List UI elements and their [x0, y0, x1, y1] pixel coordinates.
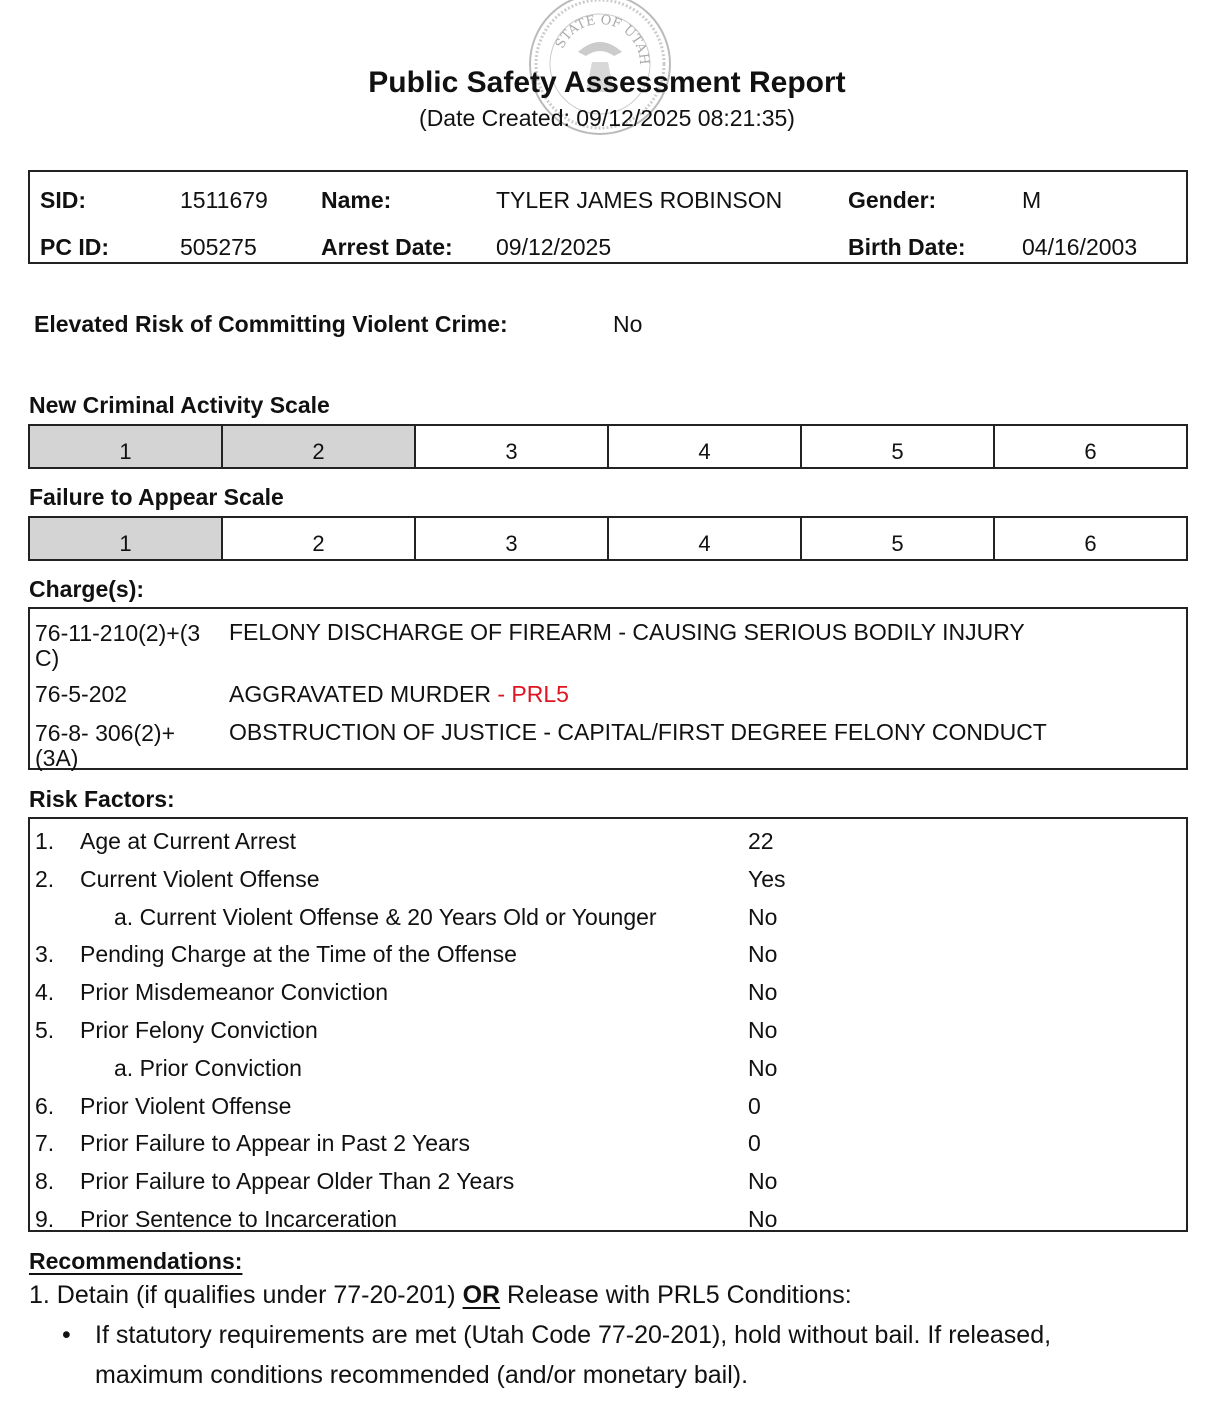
risk-factor-number: 1.: [35, 828, 55, 854]
gender-value: M: [1022, 187, 1042, 213]
nca-scale-title: New Criminal Activity Scale: [29, 392, 330, 418]
recommendation-text: Release with PRL5 Conditions:: [500, 1281, 852, 1309]
risk-factor-value: No: [748, 1054, 778, 1081]
risk-factor-value: No: [748, 1206, 778, 1232]
risk-factors-box: [28, 817, 1188, 1232]
charge-description: OBSTRUCTION OF JUSTICE - CAPITAL/FIRST DEGREE FELONY CONDUCT: [229, 719, 1047, 745]
charge-description: [229, 683, 569, 706]
risk-factor-value: 0: [748, 1130, 761, 1157]
name-label: Name:: [321, 187, 392, 213]
page-title: Public Safety Assessment Report: [368, 66, 846, 99]
risk-factor-label: Prior Failure to Appear in Past 2 Years: [80, 1130, 470, 1157]
risk-factor-number: 7.: [35, 1130, 55, 1157]
nca-scale: [28, 424, 1188, 469]
scale-cell: 2: [221, 426, 414, 467]
charges-box: [28, 607, 1188, 770]
scale-cell: 6: [993, 518, 1186, 559]
risk-factor-label: Prior Violent Offense: [80, 1092, 292, 1119]
risk-factor-number: 5.: [35, 1017, 55, 1043]
risk-factor-number: 9.: [35, 1206, 55, 1232]
risk-factors-title: Risk Factors:: [29, 786, 175, 812]
scale-cell: 1: [30, 518, 221, 559]
charge-description: FELONY DISCHARGE OF FIREARM - CAUSING SERIOUS BODILY INJURY: [229, 619, 1025, 645]
prl-flag: - PRL5: [490, 681, 569, 707]
risk-factor-value: No: [748, 1017, 778, 1043]
recommendation-bullet-line: If statutory requirements are met (Utah Code 77-20-201), hold without bail. If released,: [95, 1321, 1052, 1349]
risk-factor-label: Pending Charge at the Time of the Offense: [80, 941, 517, 968]
risk-factor-label: Prior Sentence to Incarceration: [80, 1206, 398, 1232]
risk-factor-label: Prior Misdemeanor Conviction: [80, 979, 389, 1006]
risk-factor-label: a. Prior Conviction: [114, 1054, 302, 1081]
risk-factor-label: a. Current Violent Offense & 20 Years Old or Younger: [114, 903, 657, 930]
risk-factor-number: 6.: [35, 1092, 55, 1119]
elevated-risk-label: Elevated Risk of Committing Violent Crime:: [34, 311, 508, 337]
risk-factor-value: No: [748, 941, 778, 968]
arrest-date-label: Arrest Date:: [321, 234, 453, 260]
scale-cell: 4: [607, 518, 800, 559]
risk-factor-value: No: [748, 979, 778, 1006]
risk-factor-value: Yes: [748, 865, 786, 892]
pcid-label: PC ID:: [40, 234, 109, 260]
risk-factor-value: 0: [748, 1092, 761, 1119]
risk-factor-label: Prior Failure to Appear Older Than 2 Years: [80, 1168, 515, 1195]
sid-label: SID:: [40, 187, 86, 213]
risk-factor-value: No: [748, 1168, 778, 1195]
birth-date-label: Birth Date:: [848, 234, 966, 260]
risk-factor-number: 3.: [35, 941, 55, 968]
recommendation-bullet-line: maximum conditions recommended (and/or monetary bail).: [95, 1361, 749, 1389]
scale-cell: 3: [414, 518, 607, 559]
scale-cell: 6: [993, 426, 1186, 467]
risk-factor-label: Current Violent Offense: [80, 865, 320, 892]
scale-cell: 3: [414, 426, 607, 467]
gender-label: Gender:: [848, 187, 937, 213]
recommendations-title: Recommendations:: [29, 1248, 243, 1274]
pcid-value: 505275: [180, 234, 257, 260]
fta-scale: [28, 516, 1188, 561]
or-keyword: OR: [462, 1281, 501, 1309]
svg-text:STATE OF UTAH: STATE OF UTAH: [552, 12, 652, 66]
date-created: (Date Created: 09/12/2025 08:21:35): [419, 105, 795, 131]
birth-date-value: 04/16/2003: [1022, 234, 1138, 260]
arrest-date-value: 09/12/2025: [496, 234, 612, 260]
scale-cell: 5: [800, 518, 993, 559]
risk-factor-label: Age at Current Arrest: [80, 828, 297, 854]
fta-scale-title: Failure to Appear Scale: [29, 484, 284, 510]
name-value: TYLER JAMES ROBINSON: [496, 187, 783, 213]
charges-title: Charge(s):: [29, 576, 145, 602]
bullet-icon: •: [62, 1321, 71, 1349]
charge-description-text: AGGRAVATED MURDER: [229, 681, 491, 707]
charge-code: 76-11-210(2)+(3 C): [35, 620, 201, 671]
recommendation-text: 1. Detain (if qualifies under 77-20-201): [29, 1281, 463, 1309]
risk-factor-label: Prior Felony Conviction: [80, 1017, 318, 1043]
risk-factor-number: 4.: [35, 979, 55, 1006]
charge-code: 76-5-202: [35, 681, 128, 707]
elevated-risk-value: No: [613, 311, 643, 337]
risk-factor-value: No: [748, 903, 778, 930]
risk-factor-value: 22: [748, 828, 774, 854]
sid-value: 1511679: [180, 187, 268, 213]
scale-cell: 2: [221, 518, 414, 559]
scale-cell: 1: [30, 426, 221, 467]
charge-code: 76-8- 306(2)+(3A): [35, 720, 175, 771]
scale-cell: 5: [800, 426, 993, 467]
scale-cell: 4: [607, 426, 800, 467]
recommendation-1: [29, 1283, 852, 1308]
subject-info-box: [28, 170, 1188, 264]
risk-factor-number: 2.: [35, 865, 55, 892]
risk-factor-number: 8.: [35, 1168, 55, 1195]
